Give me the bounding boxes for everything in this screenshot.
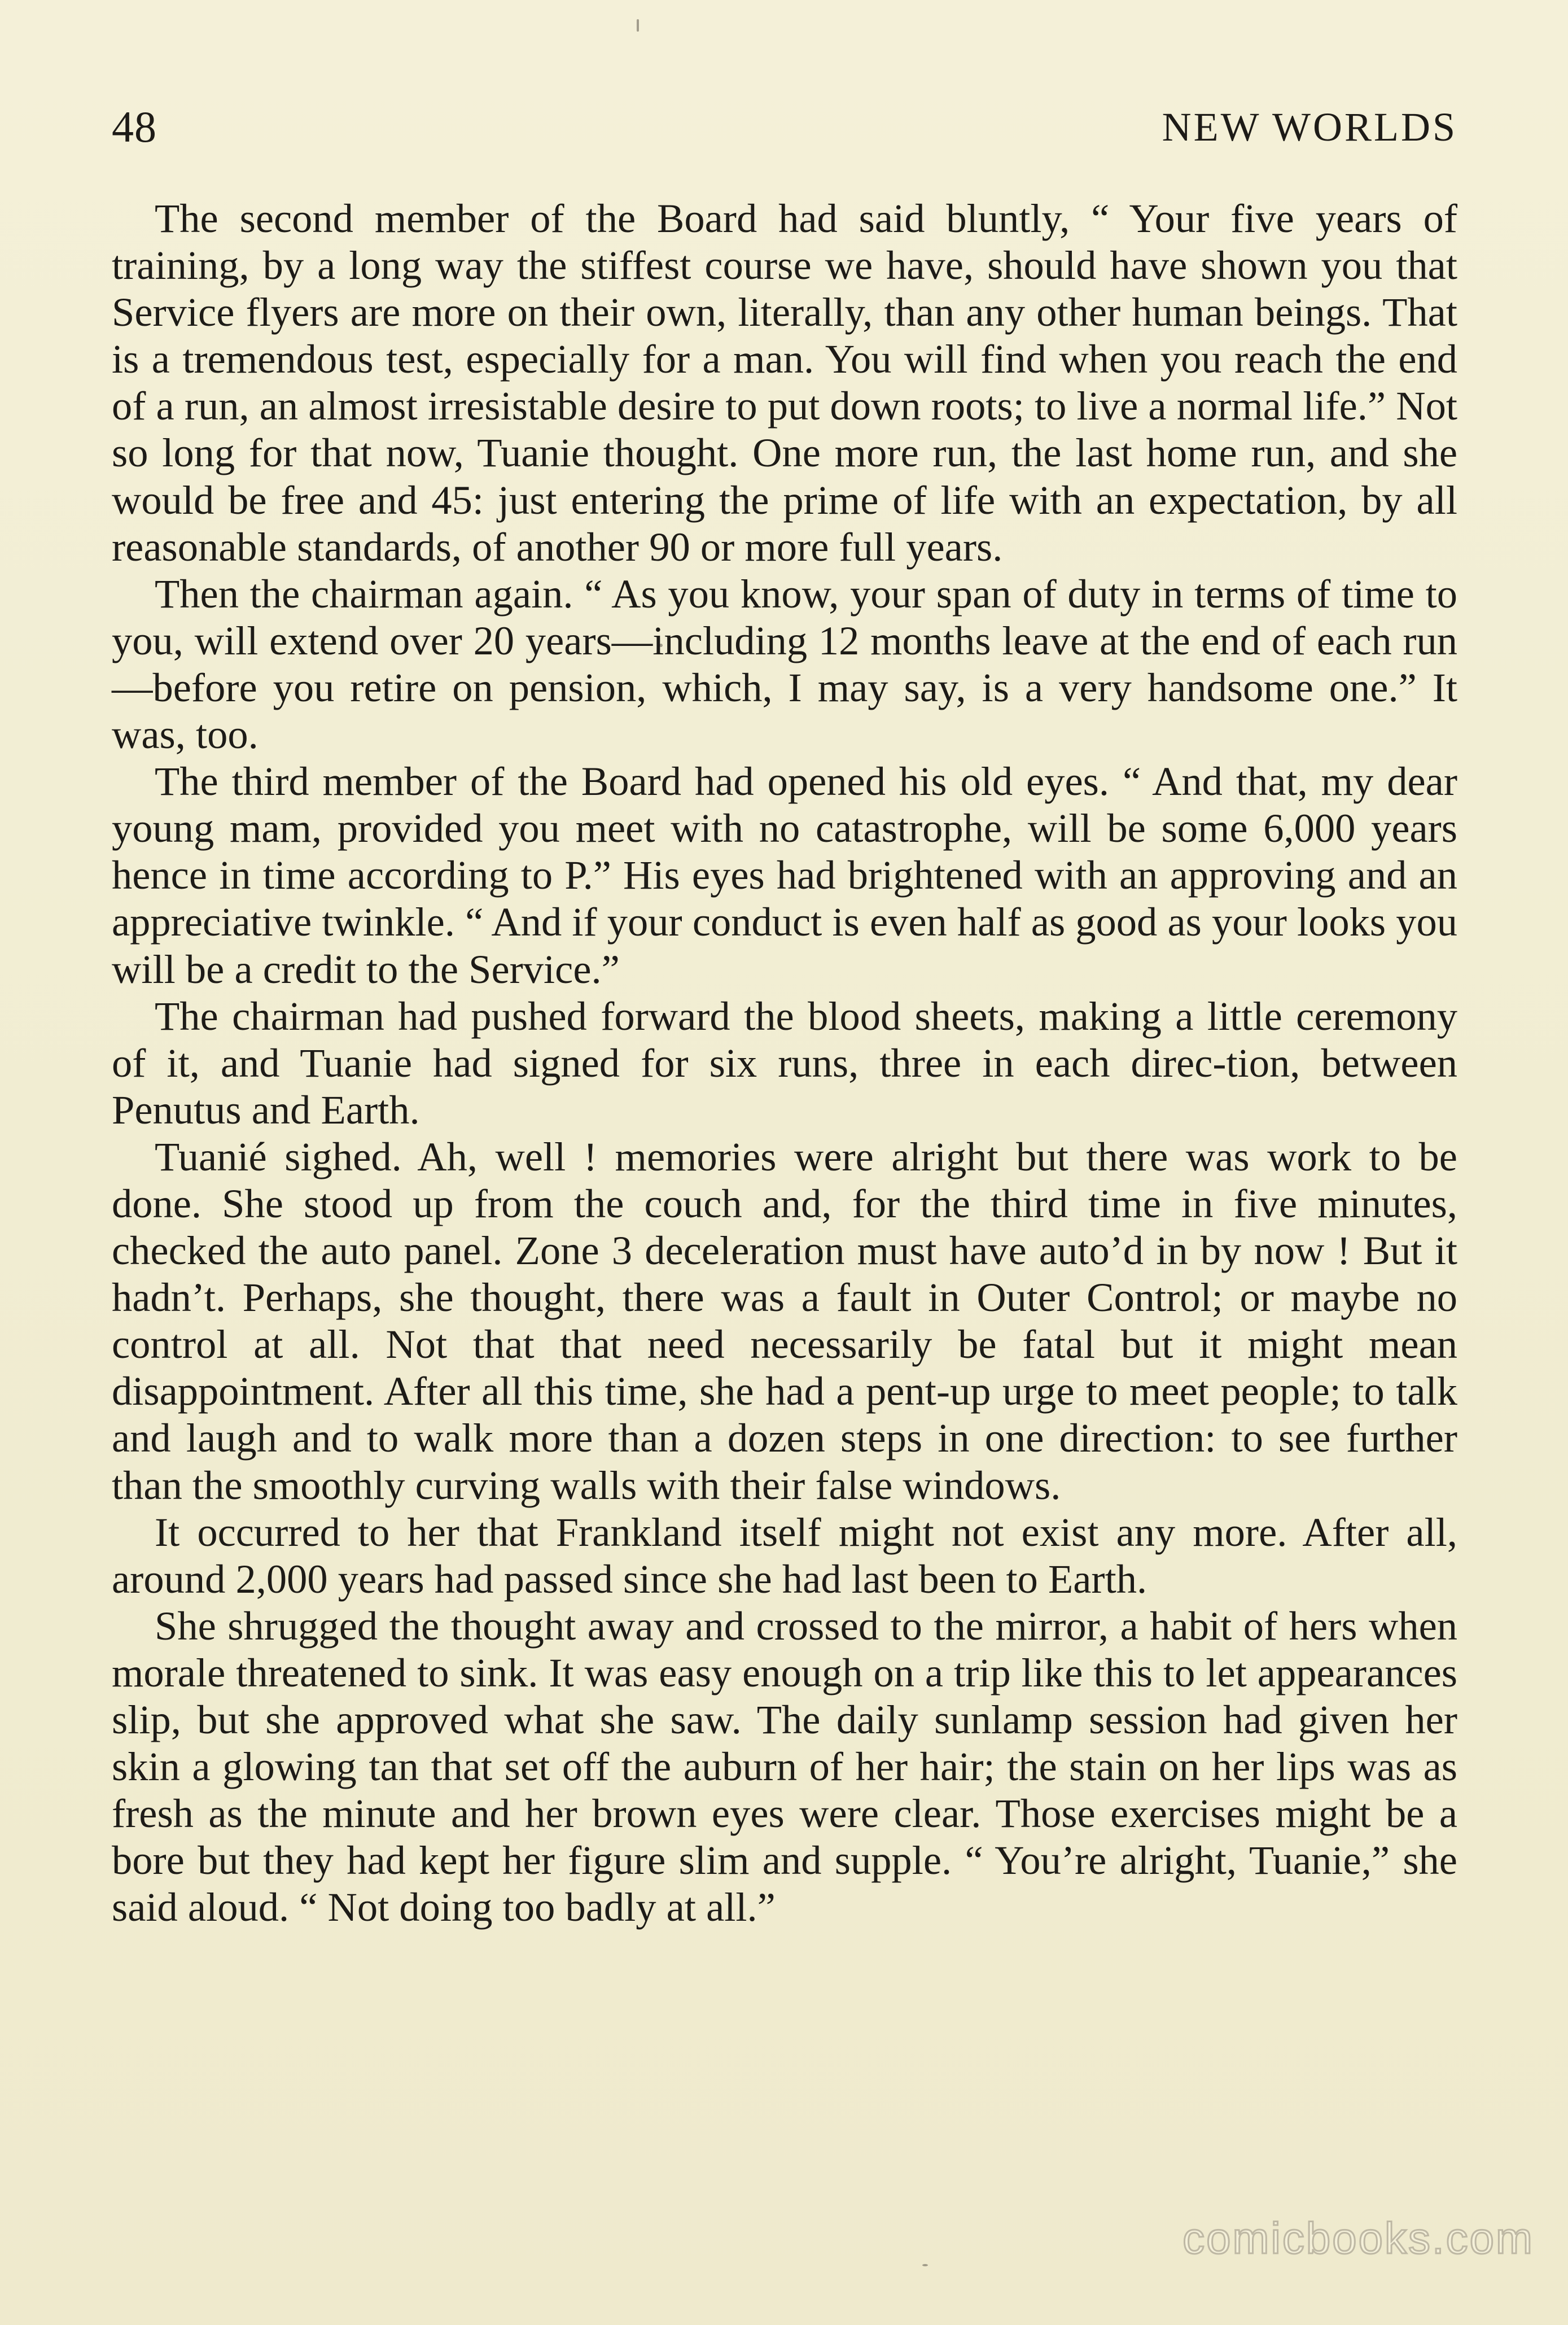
ink-speck <box>922 2264 928 2266</box>
page-number: 48 <box>112 102 157 151</box>
page-header <box>112 96 1457 158</box>
paragraph: It occurred to her that Frankland itself might not exist any more. After all, around 2,000 years had passed since she had last been to Earth. <box>112 1509 1457 1602</box>
ink-speck <box>637 19 639 32</box>
body-text <box>112 195 1457 1930</box>
paragraph: Then the chairman again. “ As you know, your span of duty in terms of time to you, will extend over 20 years—including 12 months leave at the end of each run—before you retire on pension, which, I may say, is a very handsome one.” It was, too. <box>112 570 1457 758</box>
paragraph: The second member of the Board had said bluntly, “ Your five years of training, by a long way the stiffest course we have, should have shown you that Service flyers are more on their own, literally, than any other human beings. That is a tremendous test, especially for a man. You will find when you reach the end of a run, an almost irresistable desire to put down roots; to live a normal life.” Not so long for that now, Tuanie thought. One more run, the last home run, and she would be free and 45: just entering the prime of life with an expectation, by all reasonable standards, of another 90 or more full years. <box>112 195 1457 570</box>
paragraph: The third member of the Board had opened his old eyes. “ And that, my dear young mam, provided you meet with no catastrophe, will be some 6,000 years hence in time according to P.” His eyes had brightened with an approving and an appreciative twinkle. “ And if your conduct is even half as good as your looks you will be a credit to the Service.” <box>112 758 1457 992</box>
paragraph: Tuanié sighed. Ah, well ! memories were alright but there was work to be done. She stood up from the couch and, for the third time in five minutes, checked the auto panel. Zone 3 deceleration must have auto’d in by now ! But it hadn’t. Perhaps, she thought, there was a fault in Outer Control; or maybe no control at all. Not that that need necessarily be fatal but it might mean disappointment. After all this time, she had a pent-up urge to meet people; to talk and laugh and to walk more than a dozen steps in one direction: to see further than the smoothly curving walls with their false windows. <box>112 1133 1457 1508</box>
running-head: NEW WORLDS <box>1162 104 1457 150</box>
site-watermark: comicbooks.com <box>1182 2213 1534 2263</box>
paragraph: The chairman had pushed forward the blood sheets, making a little ceremony of it, and Tuanie had signed for six runs, three in each direc-tion, between Penutus and Earth. <box>112 993 1457 1133</box>
paragraph: She shrugged the thought away and crossed to the mirror, a habit of hers when morale threatened to sink. It was easy enough on a trip like this to let appearances slip, but she approved what she saw. The daily sunlamp session had given her skin a glowing tan that set off the auburn of her hair; the stain on her lips was as fresh as the minute and her brown eyes were clear. Those exercises might be a bore but they had kept her figure slim and supple. “ You’re alright, Tuanie,” she said aloud. “ Not doing too badly at all.” <box>112 1602 1457 1930</box>
